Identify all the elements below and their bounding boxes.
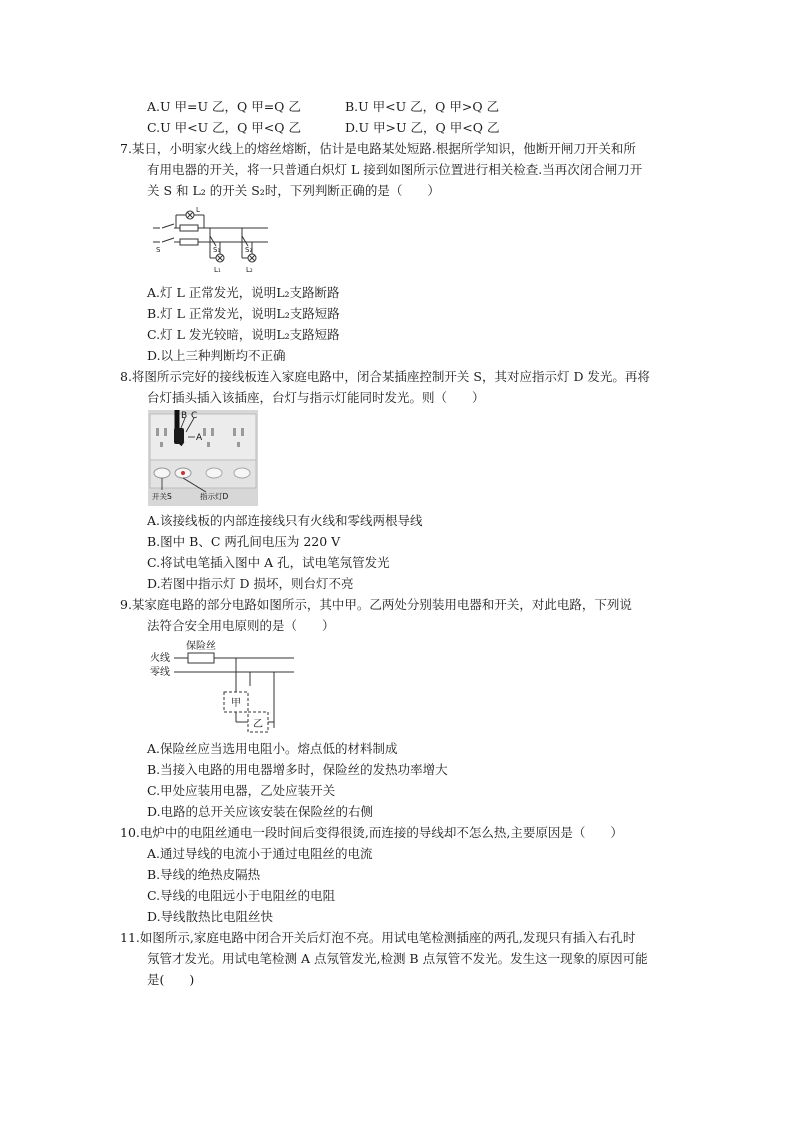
q9-stem-line1: 9.某家庭电路的部分电路如图所示，其中甲。乙两处分别装用电器和开关，对此电路，下列说 bbox=[120, 597, 632, 612]
q6-option-b: B.U 甲<U 乙，Q 甲>Q 乙 bbox=[345, 99, 500, 114]
q8-label-indicator: 指示灯D bbox=[200, 492, 229, 501]
q6-option-d: D.U 甲>U 乙，Q 甲<Q 乙 bbox=[345, 120, 500, 135]
q9-option-d: D.电路的总开关应该安装在保险丝的右侧 bbox=[147, 804, 374, 819]
q7-option-d: D.以上三种判断均不正确 bbox=[147, 348, 286, 363]
q6-option-c: C.U 甲<U 乙，Q 甲<Q 乙 bbox=[147, 120, 301, 135]
q8-option-a: A.该接线板的内部连接线只有火线和零线两根导线 bbox=[147, 513, 423, 528]
q8-stem-line2: 台灯插头插入该插座，台灯与指示灯能同时发光。则（ ） bbox=[147, 390, 485, 405]
q9-circuit-figure bbox=[148, 636, 298, 736]
q7-label-s1: S₁ bbox=[213, 246, 221, 254]
q9-label-fuse: 保险丝 bbox=[186, 641, 216, 652]
q9-label-yi: 乙 bbox=[253, 719, 263, 730]
q6-option-a: A.U 甲=U 乙，Q 甲=Q 乙 bbox=[147, 99, 301, 114]
q7-label-s2: S₂ bbox=[245, 246, 253, 254]
q10-option-d: D.导线散热比电阻丝快 bbox=[147, 909, 274, 924]
q7-label-l1: L₁ bbox=[214, 266, 221, 274]
q8-label-b: B bbox=[181, 411, 188, 421]
q9-stem-line2: 法符合安全用电原则的是（ ） bbox=[147, 618, 335, 633]
q7-stem-line1: 7.某日，小明家火线上的熔丝熔断，估计是电路某处短路.根据所学知识，他断开闸刀开关和所 bbox=[120, 141, 636, 156]
q9-label-live: 火线 bbox=[150, 653, 170, 664]
q11-stem-line2: 氖管才发光。用试电笔检测 A 点氖管发光,检测 B 点氖管不发光。发生这一现象的原因可能 bbox=[147, 951, 648, 966]
q9-option-a: A.保险丝应当选用电阻小。熔点低的材料制成 bbox=[147, 741, 398, 756]
q9-label-neutral: 零线 bbox=[150, 667, 170, 678]
q7-label-s: S bbox=[156, 246, 161, 254]
q7-stem-line3: 关 S 和 L₂ 的开关 S₂时，下列判断正确的是（ ） bbox=[147, 183, 440, 198]
q7-label-l: L bbox=[196, 206, 200, 214]
q10-option-b: B.导线的绝热皮隔热 bbox=[147, 867, 261, 882]
q8-option-b: B.图中 B、C 两孔间电压为 220 V bbox=[147, 534, 341, 549]
q10-stem: 10.电炉中的电阻丝通电一段时间后变得很烫,而连接的导线却不怎么热,主要原因是（ ） bbox=[120, 825, 623, 840]
q7-stem-line2: 有用电器的开关，将一只普通白炽灯 L 接到如图所示位置进行相关检查.当再次闭合闸刀开 bbox=[147, 162, 643, 177]
q9-option-b: B.当接入电路的用电器增多时，保险丝的发热功率增大 bbox=[147, 762, 448, 777]
q9-label-jia: 甲 bbox=[231, 698, 241, 709]
q10-option-c: C.导线的电阻远小于电阻丝的电阻 bbox=[147, 888, 336, 903]
q11-stem-line3: 是( ) bbox=[147, 972, 195, 987]
q7-option-a: A.灯 L 正常发光，说明L₂支路断路 bbox=[147, 285, 340, 300]
q7-label-l2: L₂ bbox=[246, 266, 253, 274]
q10-option-a: A.通过导线的电流小于通过电阻丝的电流 bbox=[147, 846, 373, 861]
q8-label-switch: 开关S bbox=[152, 492, 172, 501]
q8-option-c: C.将试电笔插入图中 A 孔，试电笔氖管发光 bbox=[147, 555, 390, 570]
q9-option-c: C.甲处应装用电器，乙处应装开关 bbox=[147, 783, 336, 798]
q8-stem-line1: 8.将图所示完好的接线板连入家庭电路中，闭合某插座控制开关 S，其对应指示灯 D 发光。再将 bbox=[120, 369, 650, 384]
q8-power-strip-photo bbox=[148, 410, 258, 506]
q7-option-c: C.灯 L 发光较暗，说明L₂支路短路 bbox=[147, 327, 340, 342]
q8-option-d: D.若图中指示灯 D 损坏，则台灯不亮 bbox=[147, 576, 354, 591]
q8-label-c: C bbox=[191, 411, 198, 421]
q7-circuit-figure bbox=[150, 206, 275, 278]
q8-label-a: A bbox=[196, 433, 203, 443]
q11-stem-line1: 11.如图所示,家庭电路中闭合开关后灯泡不亮。用试电笔检测插座的两孔,发现只有插入右孔时 bbox=[120, 930, 636, 945]
q7-option-b: B.灯 L 正常发光，说明L₂支路短路 bbox=[147, 306, 340, 321]
